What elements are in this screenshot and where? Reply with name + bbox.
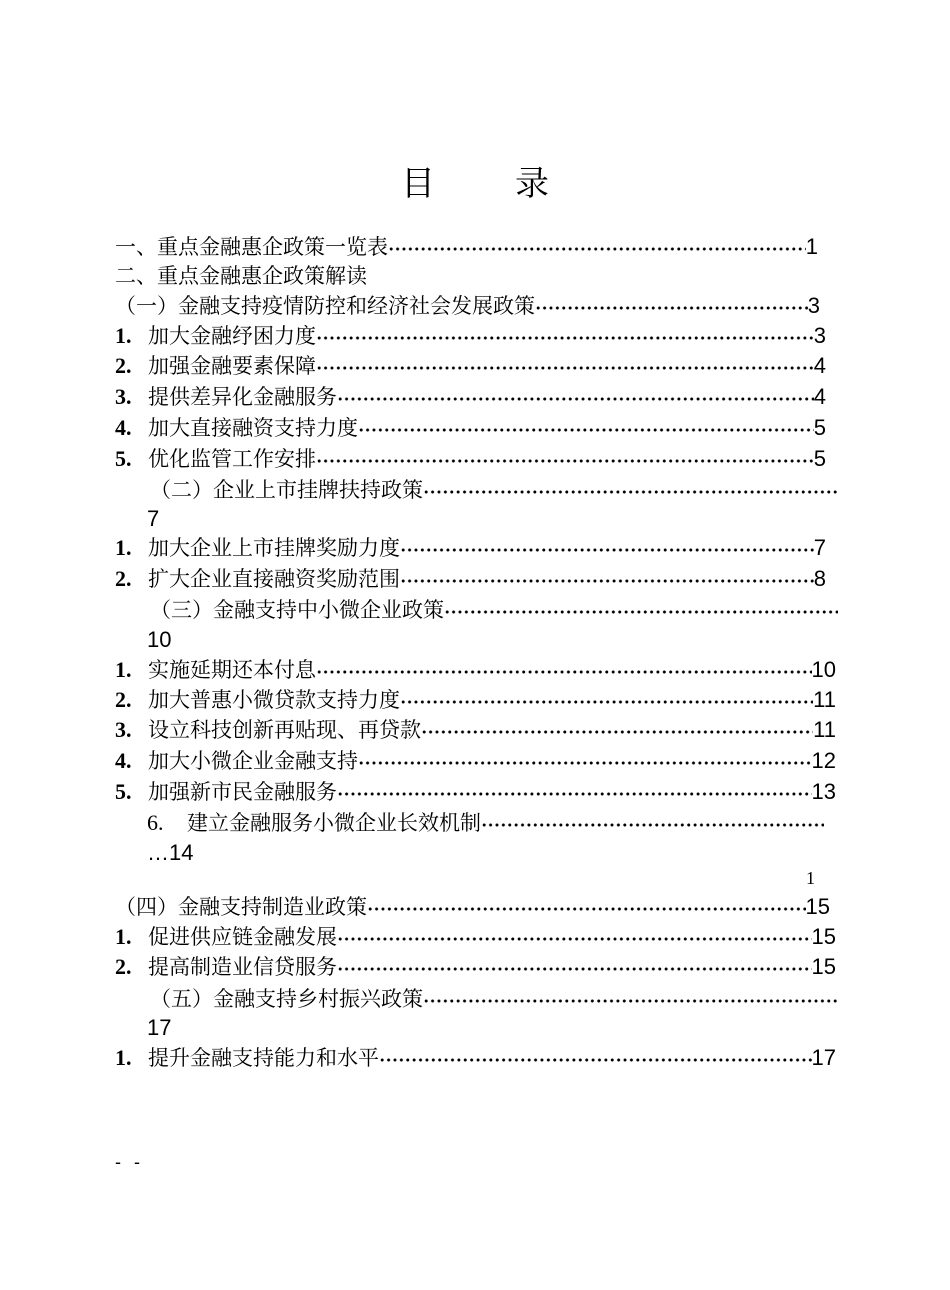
toc-entry-title: 加大普惠小微贷款支持力度	[148, 688, 400, 712]
toc-entry-number: 4.	[115, 415, 132, 440]
dot-leader	[316, 351, 814, 381]
toc-entry[interactable]	[115, 351, 826, 381]
toc-entry-number: 2.	[115, 353, 132, 378]
toc-title	[0, 156, 950, 205]
toc-entry-page: 4	[813, 353, 826, 378]
toc-entry-number: 6.	[147, 810, 164, 835]
toc-entry-title: （三）金融支持中小微企业政策	[150, 598, 444, 622]
toc-entry-title: 扩大企业直接融资奖励范围	[148, 567, 400, 591]
toc-entry-page: 7	[147, 506, 160, 531]
toc-entry-page: 1	[805, 234, 818, 259]
toc-entry-page-wrap	[147, 504, 159, 534]
page-number: 1	[806, 868, 815, 888]
dot-leader	[423, 475, 838, 505]
toc-entry-title: 实施延期还本付息	[148, 658, 316, 682]
toc-entry-number: 5.	[115, 446, 132, 471]
toc-entry-title: 提高制造业信贷服务	[148, 955, 337, 979]
toc-entry[interactable]	[115, 533, 826, 563]
toc-entry[interactable]	[115, 444, 826, 474]
toc-entry-number: 4.	[115, 748, 132, 773]
toc-entry[interactable]	[147, 808, 824, 838]
toc-entry[interactable]	[115, 1043, 836, 1073]
toc-entry[interactable]	[115, 321, 826, 351]
toc-entry[interactable]	[115, 715, 836, 745]
toc-entry-page: …14	[147, 840, 194, 865]
dot-leader	[388, 232, 806, 262]
toc-entry-page: 12	[811, 748, 836, 773]
toc-entry[interactable]	[115, 892, 830, 922]
toc-entry-page: 5	[813, 446, 826, 471]
title-char-1: 目	[401, 164, 435, 204]
toc-entry-title: （二）企业上市挂牌扶持政策	[150, 478, 423, 502]
toc-entry[interactable]	[115, 746, 836, 776]
dot-leader	[400, 533, 814, 563]
toc-entry-number: 2.	[115, 687, 132, 712]
toc-entry-title: 加强新市民金融服务	[148, 780, 337, 804]
dot-leader	[379, 1043, 812, 1073]
toc-entry-title: 提供差异化金融服务	[148, 385, 337, 409]
footer: - -	[115, 1152, 144, 1172]
toc-entry-number: 3.	[115, 384, 132, 409]
toc-entry-page: 10	[811, 657, 836, 682]
toc-entry-title: 加大小微企业金融支持	[148, 749, 358, 773]
toc-entry-title: 设立科技创新再贴现、再贷款	[148, 718, 421, 742]
toc-entry-number: 3.	[115, 717, 132, 742]
toc-entry-number: 2.	[115, 566, 132, 591]
toc-entry-title: 加大金融纾困力度	[148, 324, 316, 348]
toc-entry[interactable]	[115, 291, 820, 321]
toc-entry-title: 优化监管工作安排	[148, 447, 316, 471]
dot-leader	[400, 685, 813, 715]
toc-entry[interactable]	[115, 655, 836, 685]
toc-entry-title: 促进供应链金融发展	[148, 925, 337, 949]
toc-entry-number: 5.	[115, 779, 132, 804]
toc-entry-title: 加大直接融资支持力度	[148, 416, 358, 440]
toc-entry-page: 10	[147, 627, 172, 652]
dot-leader	[358, 413, 814, 443]
toc-entry-number: 2.	[115, 954, 132, 979]
toc-entry-page: 3	[807, 293, 820, 318]
toc-entry-page: 15	[805, 894, 830, 919]
toc-entry-title: （四）金融支持制造业政策	[115, 895, 367, 919]
toc-entry-page: 3	[813, 323, 826, 348]
dot-leader	[481, 808, 824, 838]
toc-entry[interactable]	[115, 382, 826, 412]
dot-leader	[400, 564, 814, 594]
toc-entry-page: 11	[813, 687, 836, 712]
toc-entry-page: 15	[811, 954, 836, 979]
toc-entry-title: （一）金融支持疫情防控和经济社会发展政策	[115, 294, 535, 318]
toc-entry-number: 1.	[115, 323, 132, 348]
toc-entry-title: 一、重点金融惠企政策一览表	[115, 235, 388, 259]
toc-entry[interactable]	[115, 261, 367, 291]
toc-entry-page: 13	[811, 779, 836, 804]
toc-entry-page: 5	[813, 415, 826, 440]
toc-entry-page: 11	[813, 717, 836, 742]
toc-entry[interactable]	[115, 413, 826, 443]
toc-entry-title: 二、重点金融惠企政策解读	[115, 264, 367, 288]
toc-entry-title: 加大企业上市挂牌奖励力度	[148, 536, 400, 560]
dot-leader	[444, 595, 838, 625]
toc-entry-number: 1.	[115, 1045, 132, 1070]
toc-entry-title: （五）金融支持乡村振兴政策	[150, 987, 423, 1011]
toc-entry-page: 4	[813, 384, 826, 409]
dot-leader	[337, 922, 812, 952]
toc-entry-title: 建立金融服务小微企业长效机制	[187, 811, 481, 835]
dot-leader	[358, 746, 812, 776]
toc-entry-number: 1.	[115, 657, 132, 682]
dot-leader	[337, 952, 812, 982]
toc-entry[interactable]	[115, 777, 836, 807]
dot-leader	[316, 655, 812, 685]
dot-leader	[367, 892, 806, 922]
toc-entry-page: 17	[147, 1015, 172, 1040]
toc-entry-number: 1.	[115, 924, 132, 949]
toc-entry-number: 1.	[115, 535, 132, 560]
title-char-2: 录	[515, 164, 549, 204]
dot-leader	[316, 321, 814, 351]
toc-entry-page: 17	[811, 1045, 836, 1070]
toc-entry[interactable]	[115, 564, 826, 594]
toc-entry[interactable]	[115, 685, 836, 715]
dot-leader	[421, 715, 813, 745]
dot-leader	[316, 444, 814, 474]
toc-entry-title: 加强金融要素保障	[148, 354, 316, 378]
toc-entry[interactable]	[115, 952, 836, 982]
toc-entry-title: 提升金融支持能力和水平	[148, 1046, 379, 1070]
dot-leader	[535, 291, 808, 321]
toc-entry-page: 15	[811, 924, 836, 949]
toc-entry[interactable]	[150, 984, 838, 1014]
toc-entry[interactable]	[115, 232, 818, 262]
toc-entry-page-wrap	[147, 838, 193, 868]
toc-entry-page-wrap	[147, 1013, 171, 1043]
toc-entry[interactable]	[150, 595, 838, 625]
toc-entry[interactable]	[150, 475, 838, 505]
dot-leader	[337, 382, 814, 412]
toc-entry-page: 7	[813, 535, 826, 560]
toc-entry-page: 8	[813, 566, 826, 591]
toc-entry-page-wrap	[147, 625, 171, 655]
dot-leader	[337, 777, 812, 807]
dot-leader	[423, 984, 838, 1014]
toc-entry[interactable]	[115, 922, 836, 952]
